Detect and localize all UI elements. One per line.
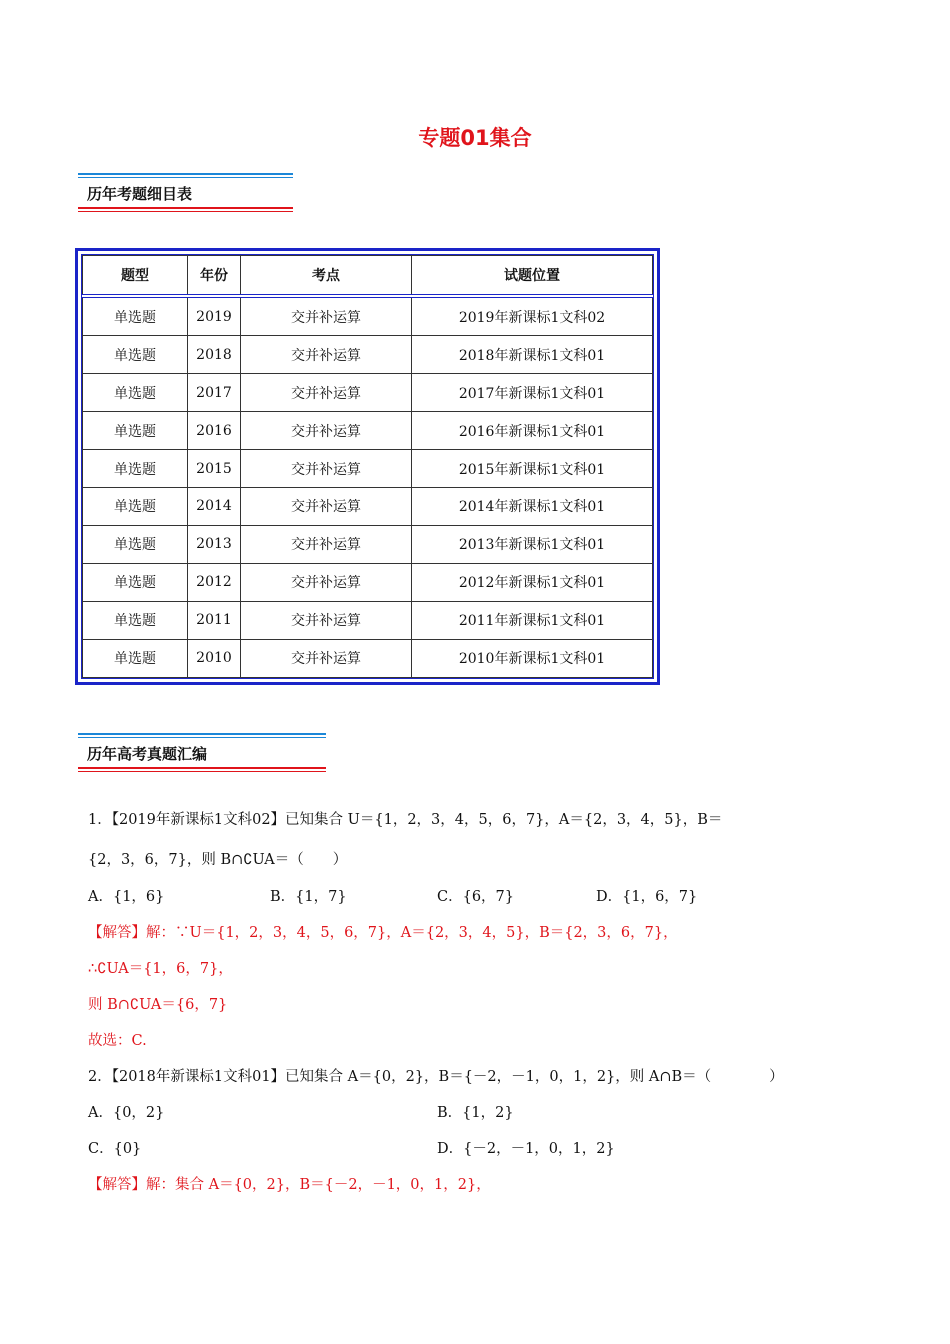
cell-year: 2010 xyxy=(188,639,241,677)
cell-position: 2013年新课标1文科01 xyxy=(412,525,653,563)
cell-type: 单选题 xyxy=(83,336,188,374)
cell-position: 2012年新课标1文科01 xyxy=(412,563,653,601)
cell-type: 单选题 xyxy=(83,639,188,677)
cell-type: 单选题 xyxy=(83,412,188,450)
q2-option-d: D．{－2，－1，0，1，2} xyxy=(437,1141,615,1157)
header-type: 题型 xyxy=(83,256,188,297)
cell-type: 单选题 xyxy=(83,525,188,563)
cell-topic: 交并补运算 xyxy=(241,639,412,677)
cell-topic: 交并补运算 xyxy=(241,412,412,450)
page-title: 专题01集合 xyxy=(418,126,532,150)
q1-answer-line4: 故选：C. xyxy=(88,1033,147,1049)
section-header-questions xyxy=(78,733,326,772)
table-row xyxy=(83,450,653,488)
section-label: 历年考题细目表 xyxy=(87,185,193,203)
cell-position: 2018年新课标1文科01 xyxy=(412,336,653,374)
q1-option-d: D．{1，6，7} xyxy=(596,889,698,905)
q1-option-a: A．{1，6} xyxy=(88,889,165,905)
cell-year: 2012 xyxy=(188,563,241,601)
cell-position: 2014年新课标1文科01 xyxy=(412,488,653,526)
cell-position: 2016年新课标1文科01 xyxy=(412,412,653,450)
q1-answer-line2: ∴∁UA＝{1，6，7}， xyxy=(88,961,233,977)
cell-position: 2010年新课标1文科01 xyxy=(412,639,653,677)
table-row xyxy=(83,412,653,450)
cell-year: 2019 xyxy=(188,296,241,336)
header-year: 年份 xyxy=(188,256,241,297)
table-row xyxy=(83,525,653,563)
cell-year: 2016 xyxy=(188,412,241,450)
table-row xyxy=(83,296,653,336)
section-label: 历年高考真题汇编 xyxy=(87,745,208,763)
cell-year: 2013 xyxy=(188,525,241,563)
q1-answer-line3: 则 B∩∁UA＝{6，7} xyxy=(88,997,228,1013)
q1-option-c: C．{6，7} xyxy=(437,889,514,905)
cell-topic: 交并补运算 xyxy=(241,450,412,488)
cell-year: 2014 xyxy=(188,488,241,526)
q1-option-b: B．{1，7} xyxy=(270,889,347,905)
cell-type: 单选题 xyxy=(83,563,188,601)
cell-type: 单选题 xyxy=(83,450,188,488)
q2-option-b: B．{1，2} xyxy=(437,1105,514,1121)
table-row xyxy=(83,336,653,374)
section-header-table xyxy=(78,173,293,212)
q1-answer-line1: 【解答】解：∵U＝{1，2，3，4，5，6，7}，A＝{2，3，4，5}，B＝{2，3，6，7}， xyxy=(88,925,678,941)
table-row xyxy=(83,563,653,601)
table-row xyxy=(83,639,653,677)
q2-option-c: C．{0} xyxy=(88,1141,142,1157)
cell-topic: 交并补运算 xyxy=(241,374,412,412)
cell-position: 2019年新课标1文科02 xyxy=(412,296,653,336)
table-row xyxy=(83,488,653,526)
cell-year: 2011 xyxy=(188,601,241,639)
cell-type: 单选题 xyxy=(83,374,188,412)
q1-stem-line2: {2，3，6，7}，则 B∩∁UA＝（ ） xyxy=(88,852,348,868)
cell-topic: 交并补运算 xyxy=(241,296,412,336)
q1-stem-line1: 1．【2019年新课标1文科02】已知集合 U＝{1，2，3，4，5，6，7}，A＝{2，3，4，5}，B＝ xyxy=(88,812,723,828)
cell-topic: 交并补运算 xyxy=(241,563,412,601)
q2-stem: 2．【2018年新课标1文科01】已知集合 A＝{0，2}，B＝{－2，－1，0，1，2}，则 A∩B＝（ ） xyxy=(88,1069,784,1085)
cell-year: 2015 xyxy=(188,450,241,488)
cell-position: 2017年新课标1文科01 xyxy=(412,374,653,412)
cell-year: 2017 xyxy=(188,374,241,412)
cell-type: 单选题 xyxy=(83,296,188,336)
exam-table xyxy=(75,248,660,685)
cell-position: 2011年新课标1文科01 xyxy=(412,601,653,639)
cell-topic: 交并补运算 xyxy=(241,601,412,639)
q2-option-a: A．{0，2} xyxy=(88,1105,165,1121)
header-topic: 考点 xyxy=(241,256,412,297)
cell-position: 2015年新课标1文科01 xyxy=(412,450,653,488)
q2-answer-line1: 【解答】解：集合 A＝{0，2}，B＝{－2，－1，0，1，2}， xyxy=(88,1177,491,1193)
cell-topic: 交并补运算 xyxy=(241,488,412,526)
cell-topic: 交并补运算 xyxy=(241,336,412,374)
cell-topic: 交并补运算 xyxy=(241,525,412,563)
cell-type: 单选题 xyxy=(83,488,188,526)
cell-year: 2018 xyxy=(188,336,241,374)
header-position: 试题位置 xyxy=(412,256,653,297)
table-header-row xyxy=(83,256,653,297)
table-row xyxy=(83,601,653,639)
table-row xyxy=(83,374,653,412)
cell-type: 单选题 xyxy=(83,601,188,639)
